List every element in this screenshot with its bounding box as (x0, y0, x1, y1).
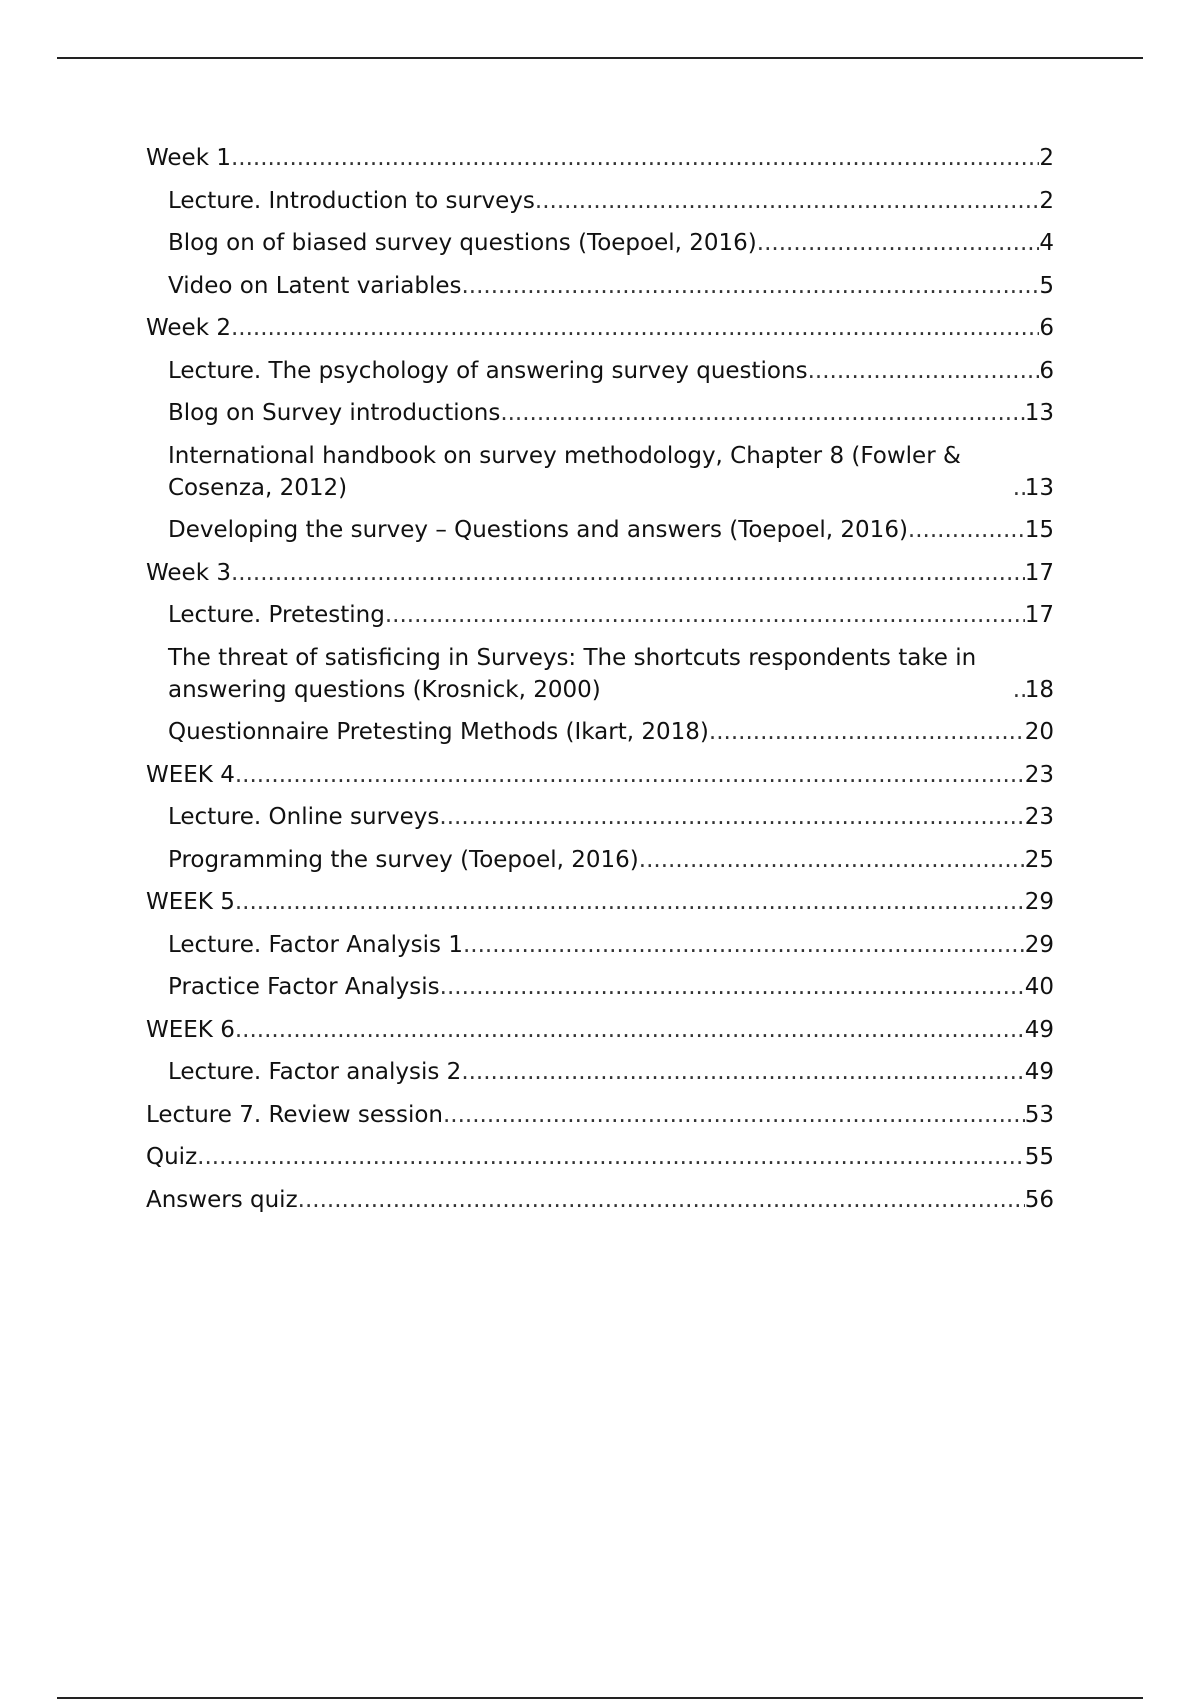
toc-entry-page: 55 (1024, 1144, 1054, 1170)
toc-dot-leader (235, 759, 1025, 791)
toc-entry-answers-quiz[interactable] (146, 1184, 1054, 1216)
toc-entry-page: 15 (1024, 517, 1054, 543)
toc-dot-leader (535, 185, 1039, 217)
toc-entry-page: 6 (1039, 315, 1054, 341)
toc-entry-developing-survey[interactable] (146, 514, 1054, 546)
toc-entry-title: WEEK 6 (146, 1016, 235, 1043)
toc-dot-leader (908, 514, 1025, 546)
toc-entry-page: 23 (1024, 804, 1054, 830)
toc-entry-page: 6 (1039, 357, 1054, 384)
toc-dot-leader (235, 886, 1025, 918)
toc-entry-page: 17 (1024, 559, 1054, 586)
toc-entry-page: 29 (1024, 931, 1054, 958)
toc-entry-title: Questionnaire Pretesting Methods (Ikart, 2018) (168, 719, 709, 745)
toc-dot-leader (500, 397, 1024, 429)
toc-entry-title: Lecture. Factor analysis 2 (168, 1059, 462, 1085)
toc-entry-page: 13 (1024, 400, 1054, 426)
toc-entry-blog-survey-introductions[interactable] (146, 397, 1054, 429)
toc-entry-title: Lecture. Pretesting (168, 602, 385, 628)
toc-entry-title: Lecture. Online surveys (168, 804, 440, 830)
toc-entry-page: 4 (1039, 230, 1054, 256)
toc-entry-page: 25 (1024, 846, 1054, 873)
toc-entry-lecture-online-surveys[interactable] (146, 801, 1054, 833)
toc-entry-title: Programming the survey (Toepoel, 2016) (168, 846, 639, 873)
toc-entry-handbook-chapter-8[interactable] (146, 440, 1054, 504)
toc-entry-title: Video on Latent variables (168, 272, 462, 299)
toc-entry-week-4[interactable] (146, 759, 1054, 791)
toc-dot-leader (1013, 472, 1025, 504)
toc-entry-title: Lecture. Introduction to surveys (168, 187, 535, 214)
toc-entry-title: Lecture. The psychology of answering survey questions (168, 357, 808, 384)
toc-dot-leader (385, 599, 1025, 631)
toc-entry-page: 13 (1024, 474, 1054, 501)
toc-entry-week-2[interactable] (146, 312, 1054, 344)
toc-entry-title: Lecture. Factor Analysis 1 (168, 931, 463, 958)
toc-dot-leader (235, 1014, 1025, 1046)
toc-entry-title: WEEK 4 (146, 761, 235, 788)
toc-entry-week-5[interactable] (146, 886, 1054, 918)
toc-dot-leader (298, 1184, 1025, 1216)
toc-entry-title: WEEK 5 (146, 889, 235, 915)
toc-entry-satisficing-krosnick[interactable] (146, 642, 1054, 706)
table-of-contents (146, 142, 1054, 1226)
toc-entry-title: Answers quiz (146, 1186, 298, 1213)
toc-entry-title: Week 1 (146, 145, 231, 171)
toc-dot-leader (757, 227, 1040, 259)
toc-entry-page: 5 (1039, 272, 1054, 299)
toc-entry-page: 20 (1024, 719, 1054, 745)
toc-entry-title: Developing the survey – Questions and answers (Toepoel, 2016) (168, 517, 908, 543)
toc-entry-week-6[interactable] (146, 1014, 1054, 1046)
toc-entry-title: Lecture 7. Review session (146, 1101, 443, 1128)
toc-entry-lecture-introduction[interactable] (146, 185, 1054, 217)
toc-entry-title: Week 2 (146, 315, 231, 341)
toc-entry-quiz[interactable] (146, 1141, 1054, 1173)
toc-entry-programming-survey[interactable] (146, 844, 1054, 876)
toc-dot-leader (231, 557, 1025, 589)
toc-dot-leader (231, 312, 1039, 344)
toc-entry-page: 2 (1039, 145, 1054, 171)
toc-entry-title: International handbook on survey methodology, Chapter 8 (Fowler & Cosenza, 2012) (168, 442, 961, 501)
toc-entry-lecture-factor-analysis-1[interactable] (146, 929, 1054, 961)
toc-entry-lecture-7-review[interactable] (146, 1099, 1054, 1131)
toc-dot-leader (231, 142, 1039, 174)
toc-dot-leader (461, 270, 1039, 302)
toc-entry-page: 23 (1024, 761, 1054, 788)
toc-entry-lecture-pretesting[interactable] (146, 599, 1054, 631)
toc-entry-page: 40 (1024, 974, 1054, 1000)
toc-entry-title: Quiz (146, 1144, 198, 1170)
toc-entry-page: 49 (1024, 1059, 1054, 1085)
toc-dot-leader (461, 1056, 1024, 1088)
toc-dot-leader (639, 844, 1025, 876)
toc-entry-week-3[interactable] (146, 557, 1054, 589)
toc-entry-week-1[interactable] (146, 142, 1054, 174)
toc-dot-leader (443, 1099, 1025, 1131)
toc-entry-blog-biased-questions[interactable] (146, 227, 1054, 259)
toc-entry-lecture-psychology[interactable] (146, 355, 1054, 387)
toc-dot-leader (463, 929, 1025, 961)
toc-entry-page: 56 (1024, 1186, 1054, 1213)
toc-dot-leader (439, 801, 1024, 833)
toc-entry-practice-factor-analysis[interactable] (146, 971, 1054, 1003)
toc-entry-page: 2 (1039, 187, 1054, 214)
toc-entry-video-latent-variables[interactable] (146, 270, 1054, 302)
toc-entry-page: 29 (1024, 889, 1054, 915)
toc-entry-lecture-factor-analysis-2[interactable] (146, 1056, 1054, 1088)
footer-rule (57, 1697, 1143, 1699)
header-rule (57, 57, 1143, 59)
toc-entry-title: Blog on of biased survey questions (Toepoel, 2016) (168, 230, 757, 256)
toc-entry-title: Blog on Survey introductions (168, 400, 501, 426)
toc-dot-leader (440, 971, 1025, 1003)
toc-dot-leader (808, 355, 1040, 387)
toc-entry-page: 53 (1024, 1101, 1054, 1128)
toc-dot-leader (197, 1141, 1025, 1173)
toc-dot-leader (709, 716, 1025, 748)
toc-dot-leader (1013, 674, 1025, 706)
toc-entry-page: 49 (1024, 1016, 1054, 1043)
toc-entry-page: 18 (1024, 676, 1054, 703)
toc-entry-title: The threat of satisficing in Surveys: The shortcuts respondents take in answering questions (Krosnick, 2000) (168, 644, 977, 703)
toc-entry-title: Practice Factor Analysis (168, 974, 440, 1000)
toc-entry-title: Week 3 (146, 559, 231, 586)
toc-entry-page: 17 (1024, 602, 1054, 628)
toc-entry-pretesting-methods[interactable] (146, 716, 1054, 748)
